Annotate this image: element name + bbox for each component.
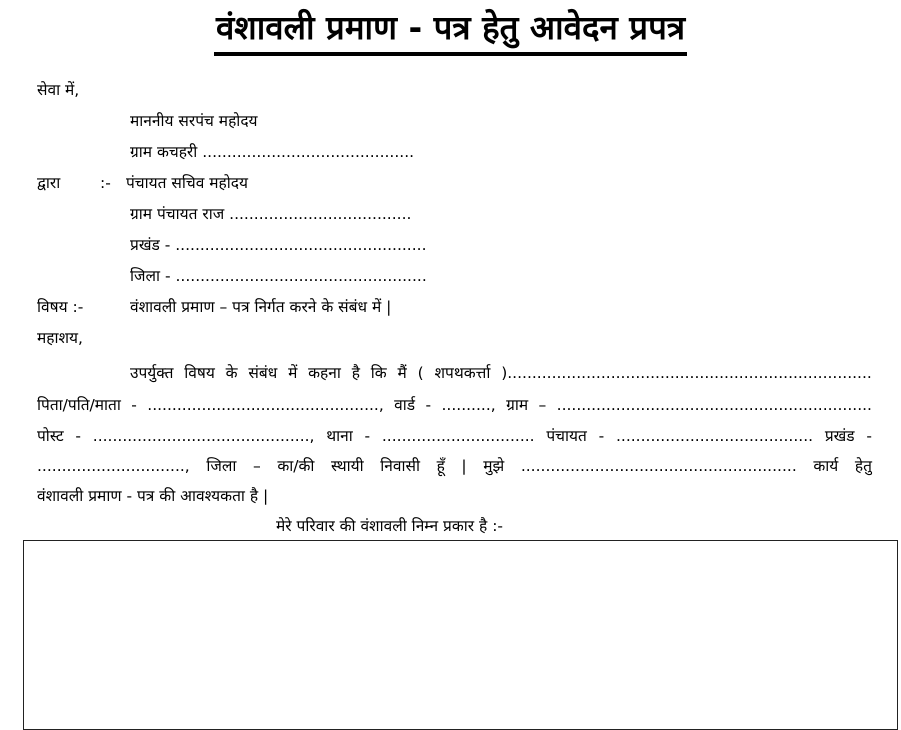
block-line: प्रखंड - ................................................... — [130, 236, 427, 254]
body-word: हूँ — [436, 457, 445, 475]
body-word: - — [866, 427, 872, 445]
body-word: विषय — [184, 364, 215, 382]
salutation: महाशय, — [37, 329, 83, 347]
recipient-line: माननीय सरपंच महोदय — [130, 112, 258, 130]
body-word: थाना — [326, 427, 353, 445]
body-word: पिता/पति/माता — [37, 396, 121, 414]
subject-text: वंशावली प्रमाण – पत्र निर्गत करने के संबंध में | — [130, 298, 392, 316]
family-tree-box[interactable] — [23, 540, 898, 730]
body-word: मुझे — [483, 457, 505, 475]
via-separator: :- — [100, 174, 111, 192]
body-word: - — [75, 427, 82, 445]
gram-kachahri-line: ग्राम कचहरी ........................................... — [130, 143, 415, 161]
district-line: जिला - ................................................... — [130, 267, 427, 285]
body-word: – — [252, 457, 261, 475]
body-word: जिला — [206, 457, 237, 475]
purpose-blank: ........................................................ — [520, 457, 797, 475]
form-title-text: वंशावली प्रमाण - पत्र हेतु आवेदन प्रपत्र — [214, 6, 687, 56]
form-title — [0, 6, 901, 56]
via-label: द्वारा — [37, 174, 61, 192]
family-intro: मेरे परिवार की वंशावली निम्न प्रकार है :- — [276, 517, 504, 535]
body-word: - — [364, 427, 371, 445]
body-word: संबंध — [248, 364, 278, 382]
body-word: उपर्युक्त — [130, 364, 174, 382]
applicant-name-blank: ).......................................................................... — [501, 364, 872, 382]
ward-blank: .........., — [441, 396, 496, 414]
police-station-blank: ............................... — [381, 427, 535, 445]
subject-label: विषय :- — [37, 298, 84, 316]
body-word: है — [351, 364, 360, 382]
body-word: | — [461, 457, 467, 475]
body-word: का/की — [277, 457, 315, 475]
village-blank: ................................................................ — [556, 396, 872, 414]
body-word: पंचायत — [546, 427, 587, 445]
body-line-3 — [37, 426, 872, 446]
body-word: वार्ड — [394, 396, 416, 414]
body-word: ग्राम — [506, 396, 529, 414]
gram-panchayat-line: ग्राम पंचायत राज ..................................... — [130, 205, 412, 223]
body-word: में — [288, 364, 298, 382]
parent-name-blank: ..............................................., — [147, 396, 384, 414]
body-word: स्थायी — [330, 457, 364, 475]
body-word: - — [425, 396, 432, 414]
body-word: - — [598, 427, 605, 445]
body-word: शपथकर्त्ता — [434, 364, 491, 382]
body-word: कहना — [308, 364, 341, 382]
body-word: ( — [417, 364, 424, 382]
body-line-1 — [130, 363, 872, 383]
body-word: प्रखंड — [824, 427, 855, 445]
body-word: मैं — [397, 364, 407, 382]
body-word: के — [225, 364, 238, 382]
body-word: – — [538, 396, 547, 414]
post-blank: ............................................, — [92, 427, 315, 445]
to-line: सेवा में, — [37, 81, 80, 99]
body-word: पोस्ट — [37, 427, 64, 445]
block-blank: .............................., — [37, 457, 190, 475]
body-line-5: वंशावली प्रमाण - पत्र की आवश्यकता है | — [37, 487, 269, 505]
body-line-4 — [37, 456, 872, 476]
body-word: निवासी — [380, 457, 420, 475]
body-word: - — [131, 396, 137, 414]
via-name: पंचायत सचिव महोदय — [126, 174, 249, 192]
body-line-2 — [37, 395, 872, 415]
body-word: कार्य — [813, 457, 839, 475]
body-word: कि — [370, 364, 387, 382]
body-word: हेतु — [854, 457, 872, 475]
panchayat-blank: ........................................ — [615, 427, 814, 445]
